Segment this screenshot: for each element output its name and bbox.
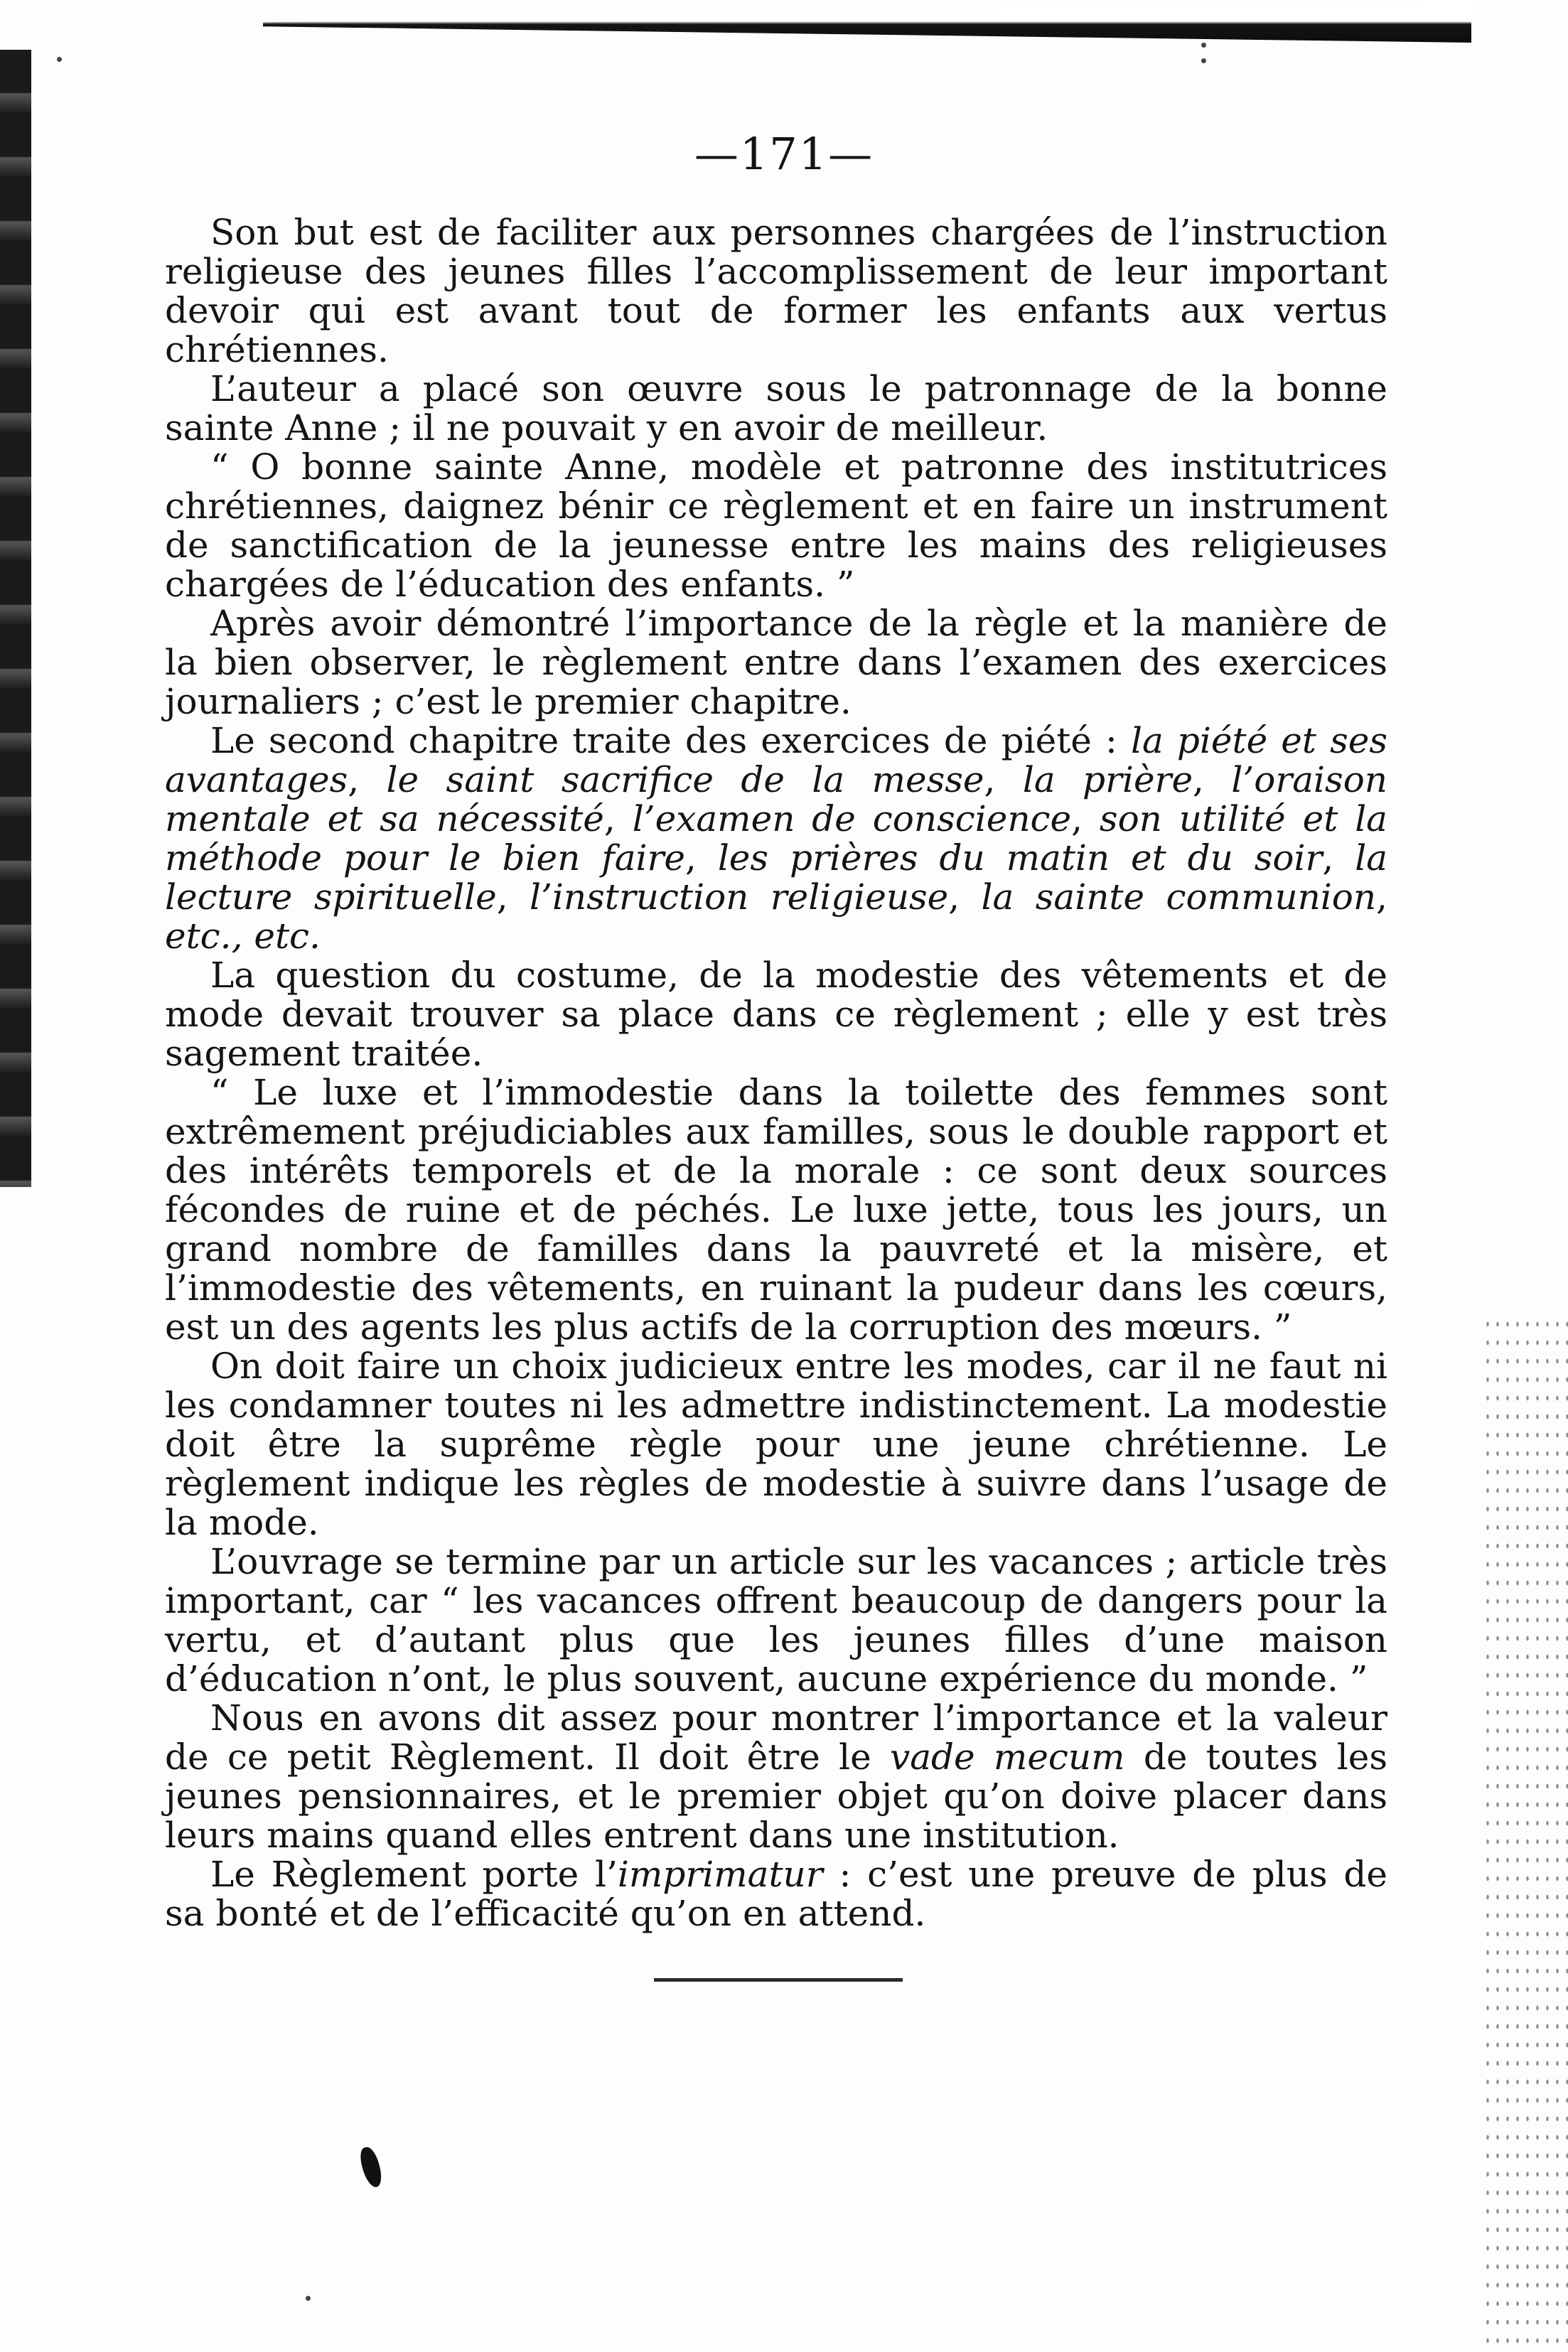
text-run: Nous en avons dit assez pour montrer l’importance et la valeur de ce petit Règlement. Il doit être le [165, 1697, 1387, 1778]
italic-run: l’examen de conscience [632, 798, 1072, 839]
text-run: , [348, 759, 387, 800]
ink-speck [1201, 58, 1206, 63]
italic-run: le saint sacrifice de la messe [386, 759, 984, 800]
italic-run: l’instruction religieuse [530, 876, 949, 918]
paragraph [165, 1073, 1387, 1347]
italic-run: la sainte communion [981, 876, 1377, 918]
ink-speck [57, 57, 62, 62]
text-run: On doit faire un choix judicieux entre les modes, car il ne faut ni les condamner toutes ni les admettre indistinctement. La modestie doit être la suprême règle pour une jeune chrétienne. Le règlement indique les règles de modestie à suivre dans l’usage de la mode. [165, 1346, 1387, 1543]
paragraph [165, 1699, 1387, 1855]
italic-run: les prières du matin et du soir [717, 837, 1323, 879]
paragraph [165, 1347, 1387, 1542]
italic-run: vade mecum [889, 1736, 1125, 1778]
text-run: , [1322, 837, 1355, 879]
text-run: , [603, 798, 633, 839]
italic-run: la piété et ses avantages [165, 720, 1387, 800]
paragraph [165, 604, 1387, 721]
text-run: La question du costume, de la modestie des vêtements et de mode devait trouver sa place dans ce règlement ; elle y est très sagement traitée. [165, 955, 1387, 1074]
text-run: Le Règlement porte l’ [210, 1854, 618, 1895]
text-run: de toutes les jeunes pensionnaires, et le premier objet qu’on doive placer dans leurs mains quand elles entrent dans une institution. [165, 1736, 1387, 1856]
text-run: “ Le luxe et l’immodestie dans la toilette des femmes sont extrêmement préjudiciables aux familles, sous le double rapport et des intérêts temporels et de la morale : ce sont deux sources fécondes de ruine et de péchés. Le luxe jette, tous les jours, un grand nombre de familles dans la pauvreté et la misère, et l’immodestie des vêtements, en ruinant la pudeur dans les cœurs, est un des agents les plus actifs de la corruption des mœurs. ” [165, 1072, 1387, 1348]
italic-run: imprimatur [617, 1854, 823, 1895]
left-scan-edge [0, 50, 31, 1187]
text-run: Le second chapitre traite des exercices de piété : [210, 720, 1131, 761]
text-run: , [1071, 798, 1100, 839]
text-run: , [1376, 876, 1387, 918]
ink-blot [358, 2145, 384, 2189]
paragraph [165, 721, 1387, 956]
paragraph [165, 1855, 1387, 1933]
text-run: , [948, 876, 982, 918]
text-run: , [685, 837, 718, 879]
italic-run: etc., etc. [165, 915, 321, 957]
text-run: L’auteur a placé son œuvre sous le patronnage de la bonne sainte Anne ; il ne pouvait y en avoir de meilleur. [165, 368, 1387, 449]
text-run: L’ouvrage se termine par un article sur les vacances ; article très important, car “ les vacances offrent beaucoup de dangers pour la vertu, et d’autant plus que les jeunes filles d’une maison d’éducation n’ont, le plus souvent, aucune expérience du monde. ” [165, 1541, 1387, 1699]
body-text [165, 213, 1387, 1933]
italic-run: son utilité et la méthode pour le bien faire [165, 798, 1387, 879]
ink-speck [306, 2296, 311, 2301]
paragraph [165, 213, 1387, 370]
text-run: Son but est de faciliter aux personnes chargées de l’instruction religieuse des jeunes filles l’accomplissement de leur important devoir qui est avant tout de former les enfants aux vertus chrétiennes. [165, 212, 1387, 370]
page-number: —171— [694, 128, 874, 180]
text-run: , [984, 759, 1023, 800]
paragraph [165, 1542, 1387, 1699]
italic-run: la lecture spirituelle [165, 837, 1388, 918]
ink-speck [1201, 43, 1206, 48]
text-run: Après avoir démontré l’importance de la règle et la manière de la bien observer, le règlement entre dans l’examen des exercices journaliers ; c’est le premier chapitre. [165, 603, 1387, 722]
paragraph [165, 956, 1387, 1073]
text-run: “ O bonne sainte Anne, modèle et patronne des institutrices chrétiennes, daignez bénir ce règlement et en faire un instrument de sanctification de la jeunesse entre les mains des religieuses chargées de l’éducation des enfants. ” [165, 446, 1387, 605]
paragraph [165, 370, 1387, 448]
top-scan-edge [263, 0, 1471, 43]
paragraph [165, 448, 1387, 604]
text-run: : c’est une preuve de plus de sa bonté et de l’efficacité qu’on en attend. [165, 1854, 1387, 1934]
italic-run: la prière [1022, 759, 1193, 800]
italic-run: l’oraison mentale et sa nécessité [165, 759, 1387, 839]
end-rule [654, 1978, 903, 1982]
right-scan-noise [1483, 1315, 1568, 2352]
text-run: , [496, 876, 530, 918]
text-run: , [1193, 759, 1232, 800]
